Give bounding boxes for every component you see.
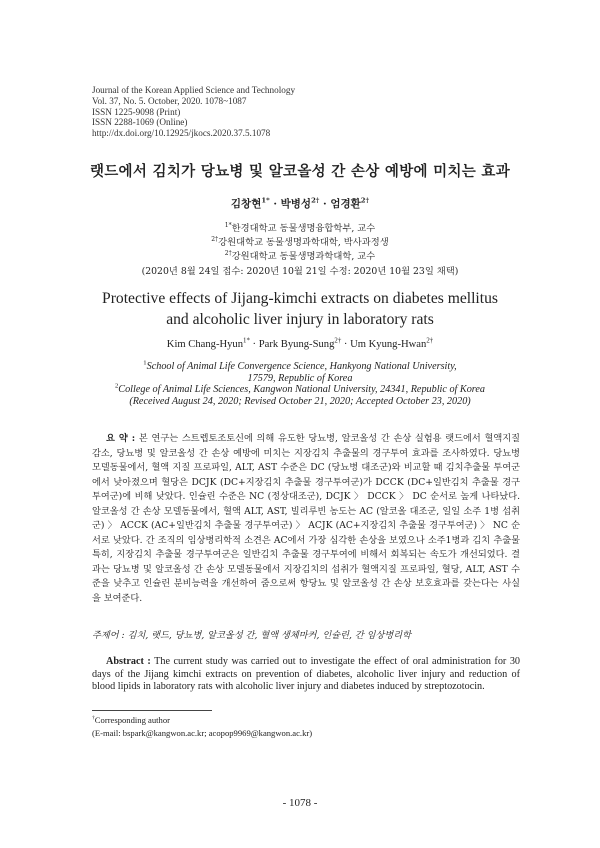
footnote-label: Corresponding author: [94, 715, 170, 725]
issn-print: ISSN 1225-9098 (Print): [92, 106, 181, 117]
author-mark: 2†: [360, 196, 370, 205]
korean-affiliations: [0, 222, 600, 279]
author-name: Kim Chang-Hyun: [166, 339, 244, 350]
affiliation-line: [0, 236, 600, 250]
footnote-emails: (E-mail: bspark@kangwon.ac.kr; acopop9969@kangwon.ac.kr): [92, 728, 313, 738]
author-mark: 2†: [426, 337, 434, 345]
affiliation-text: 한경대학교 동물생명융합학부, 교수: [231, 223, 376, 234]
affiliation-mark: 2: [114, 383, 119, 391]
issn-online: ISSN 2288-1069 (Online): [92, 117, 188, 128]
korean-authors: [0, 196, 600, 211]
affiliation-mark: 1: [143, 359, 147, 367]
english-dates: (Received August 24, 2020; Revised October 21, 2020; Accepted October 23, 2020): [129, 396, 471, 408]
keywords-label: 주제어 :: [92, 630, 125, 641]
journal-volume: Vol. 37, No. 5. October, 2020. 1078~1087: [92, 95, 247, 106]
author-mark: 2†: [334, 337, 342, 345]
korean-abstract-label: 요 약 :: [106, 433, 136, 444]
affiliation-line: [0, 222, 600, 236]
affiliation-line: [0, 250, 600, 264]
english-abstract-label: Abstract :: [106, 656, 151, 667]
doi-link[interactable]: http://dx.doi.org/10.12925/jkocs.2020.37.5.1078: [92, 128, 271, 139]
author-name: 김창현: [230, 198, 262, 210]
keywords: [92, 627, 520, 641]
author-mark: 1*: [261, 196, 270, 205]
author-mark: 1*: [243, 337, 250, 345]
affiliation-text: School of Animal Life Convergence Science, Hankyong National University,: [146, 361, 457, 372]
affiliation-text: College of Animal Life Sciences, Kangwon National University, 24341, Republic of Korea: [118, 384, 486, 396]
footnote-divider: [92, 710, 212, 711]
korean-abstract-text: 본 연구는 스트렙토조토신에 의해 유도한 당뇨병, 알코올성 간 손상 실험용 랫드에서 혈액지질 감소, 당뇨병 및 알코올성 간 손상 예방에 미치는 지장김치 추출물의 경구투여 효과를 조사하였다. 당뇨병 모델동물에서, 혈액 지질 프로파일, ALT, AST 수준은 DC (당뇨병 대조군)와 비교할 때 김치추출물 투여군에서 낮아졌으며 혈당은 DCJK (DC+지장김치 추출물 경구투여군)가 DCCK (DC+일반김치 추출물 경구투여군)에 비해 낮았다. 인슐린 수준은 NC (정상대조군), DCJK 〉 DCCK 〉 DC 순서로 높게 나타났다. 알코올성 간 손상 모델동물에서, 혈액 ALT, AST, 빌리루빈 농도는 AC (알코올 대조군, 일일 소주 1병 섭취군) 〉 ACCK (AC+일반김치 추출물 경구투여군) 〉 ACJK (AC+지장김치 추출물 경구투여군) 〉 NC 순서로 낮았다. 간 조직의 임상병리학적 소견은 AC에서 가장 심각한 손상을 보였으나 소주1병과 김치 추출물 특히, 지장김치 추출물 경구투여군은 일반김치 추출물 경구투여에 비해서 회복되는 속도가 개선되었다. 결과는 당뇨병 및 알코올성 간 손상 모델동물에서 지장김치의 섭취가 혈액지질 프로파일, 혈당, ALT, AST 수준을 낮추고 인슐린 분비능력을 개선하여 줌으로써 항당뇨 및 알코올성 간 손상 보호효과를 갖는다는 사실을 보여준다.: [92, 433, 521, 604]
author-name: 엄경환: [330, 198, 361, 210]
page-number: - 1078 -: [282, 797, 318, 809]
affiliation-mark: 1*: [224, 221, 232, 229]
author-mark: 2†: [311, 196, 320, 205]
affiliation-line: [0, 361, 600, 373]
journal-info: [92, 85, 295, 139]
author-separator: ·: [252, 339, 257, 350]
english-title-line: and alcoholic liver injury in laboratory rats: [166, 311, 434, 328]
affiliation-mark: 2†: [211, 236, 219, 244]
english-title: [0, 288, 600, 330]
author-separator: ·: [273, 198, 277, 210]
korean-dates: (2020년 8월 24일 접수: 2020년 10월 21일 수정: 2020년 10월 23일 채택): [141, 265, 459, 277]
english-authors: [0, 339, 600, 350]
english-title-line: Protective effects of Jijang-kimchi extracts on diabetes mellitus: [102, 290, 498, 307]
author-name: Park Byung-Sung: [258, 339, 335, 350]
affiliation-text: 강원대학교 동물생명과학대학, 교수: [231, 251, 376, 263]
author-name: 박병성: [280, 198, 312, 210]
footnote: [92, 714, 312, 740]
english-affiliations: [0, 361, 600, 408]
keywords-text: 김치, 랫드, 당뇨병, 알코올성 간, 혈액 생체마커, 인슐린, 간 임상병리학: [127, 630, 412, 641]
journal-name: Journal of the Korean Applied Science and Technology: [92, 85, 296, 95]
author-separator: ·: [343, 339, 348, 350]
affiliation-line: 17579, Republic of Korea: [247, 372, 353, 384]
author-separator: ·: [323, 198, 327, 210]
english-abstract: [92, 656, 520, 694]
korean-abstract: [92, 432, 520, 606]
affiliation-text: 강원대학교 동물생명과학대학, 박사과정생: [218, 237, 389, 249]
affiliation-mark: 2†: [224, 250, 232, 258]
korean-title: 랫드에서 김치가 당뇨병 및 알코올성 간 손상 예방에 미치는 효과: [89, 163, 511, 180]
footnote-mark: †: [92, 715, 95, 722]
author-name: Um Kyung-Hwan: [350, 339, 427, 350]
affiliation-line: [0, 384, 600, 396]
english-abstract-text: The current study was carried out to investigate the effect of oral administration for 30 days of the Jijang kimchi extracts on prevention of diabetes, alcoholic liver injury and reduction of blood lipids in laboratory rats with alcoholic liver injury and diabetes induced by streptozotocin.: [92, 656, 521, 693]
